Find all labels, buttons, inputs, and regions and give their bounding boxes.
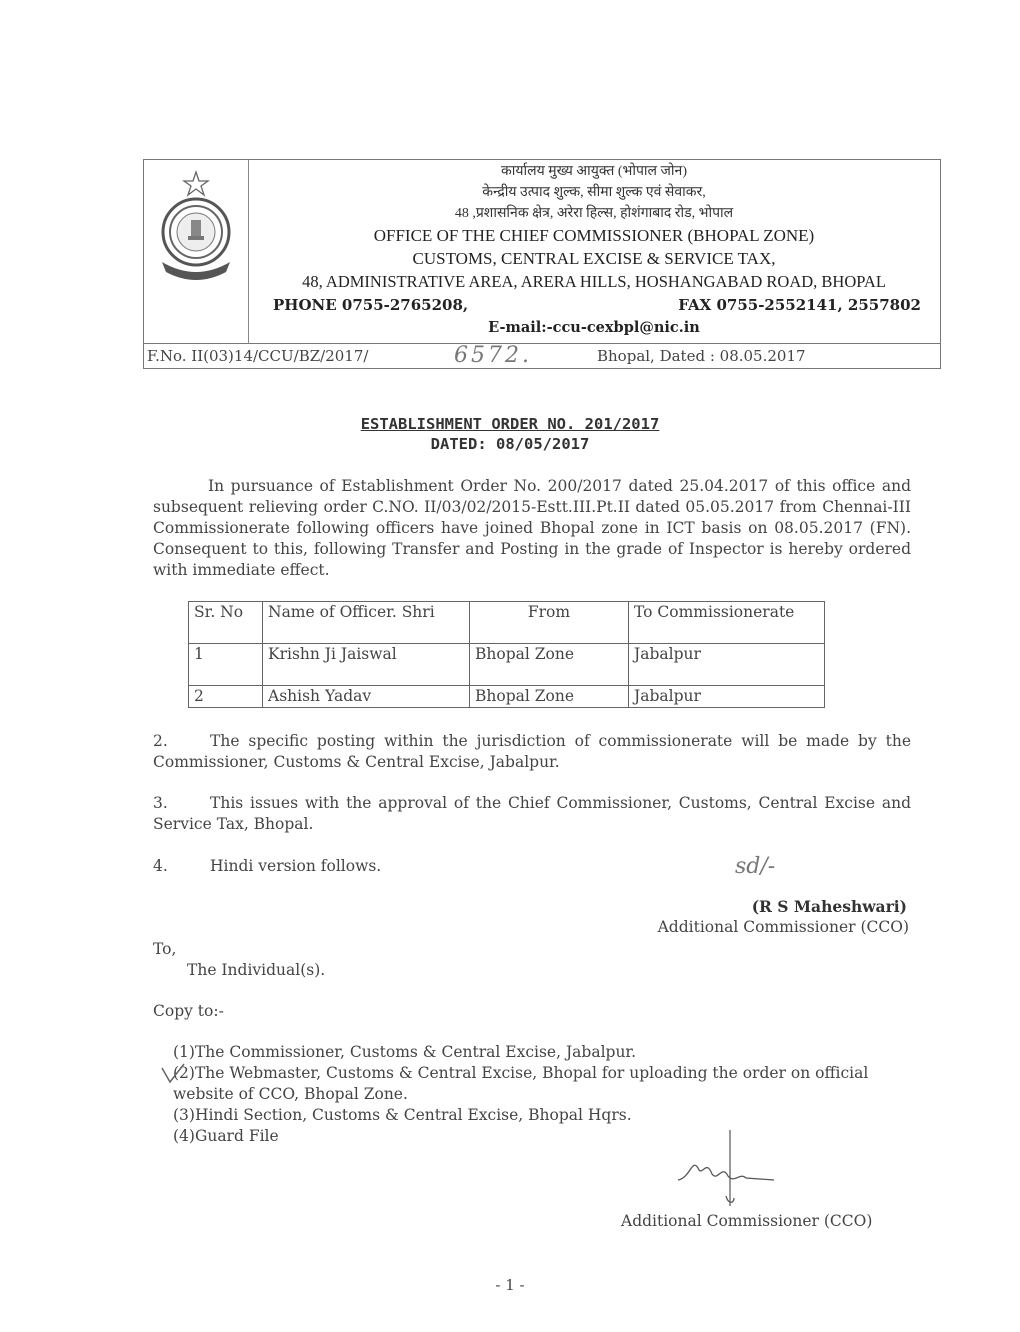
header-from: From xyxy=(470,602,629,644)
cell-to: Jabalpur xyxy=(629,686,825,708)
logo-cell xyxy=(144,160,249,343)
paragraph-text: This issues with the approval of the Chief Commissioner, Customs, Central Excise and Service Tax, Bhopal. xyxy=(153,794,911,833)
order-title: ESTABLISHMENT ORDER NO. 201/2017 xyxy=(360,415,660,433)
header-officer-name: Name of Officer. Shri xyxy=(263,602,470,644)
sd-signature-mark: sd/- xyxy=(735,854,776,879)
letterhead-address xyxy=(249,160,939,343)
table-header-row xyxy=(189,602,825,644)
signatory-designation: Additional Commissioner (CCO) xyxy=(657,918,909,936)
copy-to-item: (2)The Webmaster, Customs & Central Excise, Bhopal for uploading the order on official website of CCO, Bhopal Zone. xyxy=(173,1064,869,1103)
fax-number: FAX 0755-2552141, 2557802 xyxy=(678,296,921,314)
email-address: E-mail:-ccu-cexbpl@nic.in xyxy=(488,319,700,336)
paragraph-text: The specific posting within the jurisdiction of commissionerate will be made by the Commissioner, Customs & Central Excise, Jabalpur. xyxy=(153,732,911,771)
page-number: - 1 - xyxy=(495,1276,525,1294)
contact-row xyxy=(249,293,939,317)
letterhead xyxy=(143,159,941,369)
paragraph-number: 2. xyxy=(153,732,168,750)
paragraph-number: 4. xyxy=(153,857,168,875)
order-heading xyxy=(0,414,1020,454)
signatory-name: (R S Maheshwari) xyxy=(751,897,907,916)
hindi-office-line: कार्यालय मुख्य आयुक्त (भोपाल जोन) xyxy=(501,164,687,179)
signatory-block xyxy=(658,896,909,938)
table-row xyxy=(189,686,825,708)
copy-to-item: (4)Guard File xyxy=(173,1127,279,1145)
paragraph-text: Hindi version follows. xyxy=(210,857,382,875)
office-line: OFFICE OF THE CHIEF COMMISSIONER (BHOPAL ZONE) xyxy=(373,226,815,245)
cell-sr-no: 2 xyxy=(189,686,263,708)
hindi-address-line: 48 ,प्रशासनिक क्षेत्र, अरेरा हिल्स, होशंगाबाद रोड, भोपाल xyxy=(454,206,734,221)
cbec-emblem-icon xyxy=(154,170,238,290)
copy-to-label: Copy to:- xyxy=(153,1002,224,1020)
phone-number: PHONE 0755-2765208, xyxy=(273,296,469,314)
file-number-row xyxy=(144,343,940,369)
handwritten-dispatch-number: 6572. xyxy=(454,343,532,368)
cell-officer-name: Krishn Ji Jaiswal xyxy=(263,644,470,686)
tick-mark-icon xyxy=(160,1062,186,1086)
paragraph-4 xyxy=(153,856,911,877)
cell-to: Jabalpur xyxy=(629,644,825,686)
file-number: F.No. II(03)14/CCU/BZ/2017/ xyxy=(147,347,369,365)
intro-text: In pursuance of Establishment Order No. 200/2017 dated 25.04.2017 of this office and subsequent relieving order C.NO. II/03/02/2015-Estt.III.Pt.II dated 05.05.2017 from Chennai-III Commissionerate following officers have joined Bhopal zone in ICT basis on 08.05.2017 (FN). Consequent to this, following Transfer and Posting in the grade of Inspector is hereby ordered with immediate effect. xyxy=(153,477,911,579)
to-label: To, xyxy=(153,940,177,958)
handwritten-signature-icon xyxy=(670,1128,780,1208)
copy-to-item: (1)The Commissioner, Customs & Central Excise, Jabalpur. xyxy=(173,1043,637,1061)
paragraph-2 xyxy=(153,731,911,773)
recipient: The Individual(s). xyxy=(187,961,326,979)
paragraph-3 xyxy=(153,793,911,835)
copy-to-item: (3)Hindi Section, Customs & Central Excise, Bhopal Hqrs. xyxy=(173,1106,632,1124)
cell-from: Bhopal Zone xyxy=(470,644,629,686)
cell-sr-no: 1 xyxy=(189,644,263,686)
address-line: 48, ADMINISTRATIVE AREA, ARERA HILLS, HOSHANGABAD ROAD, BHOPAL xyxy=(302,272,886,291)
header-sr-no: Sr. No xyxy=(189,602,263,644)
hindi-dept-line: केन्द्रीय उत्पाद शुल्क, सीमा शुल्क एवं सेवाकर, xyxy=(482,185,706,200)
cell-from: Bhopal Zone xyxy=(470,686,629,708)
attestation-designation: Additional Commissioner (CCO) xyxy=(621,1212,873,1230)
intro-paragraph xyxy=(153,476,911,581)
copy-to-list xyxy=(173,1042,918,1147)
order-date: DATED: 08/05/2017 xyxy=(430,435,590,453)
table-row xyxy=(189,644,825,686)
dated-line: Bhopal, Dated : 08.05.2017 xyxy=(597,347,806,365)
paragraph-number: 3. xyxy=(153,794,168,812)
transfer-table xyxy=(188,601,825,708)
header-to-commissionerate: To Commissionerate xyxy=(629,602,825,644)
cell-officer-name: Ashish Yadav xyxy=(263,686,470,708)
dept-line: CUSTOMS, CENTRAL EXCISE & SERVICE TAX, xyxy=(412,249,776,268)
